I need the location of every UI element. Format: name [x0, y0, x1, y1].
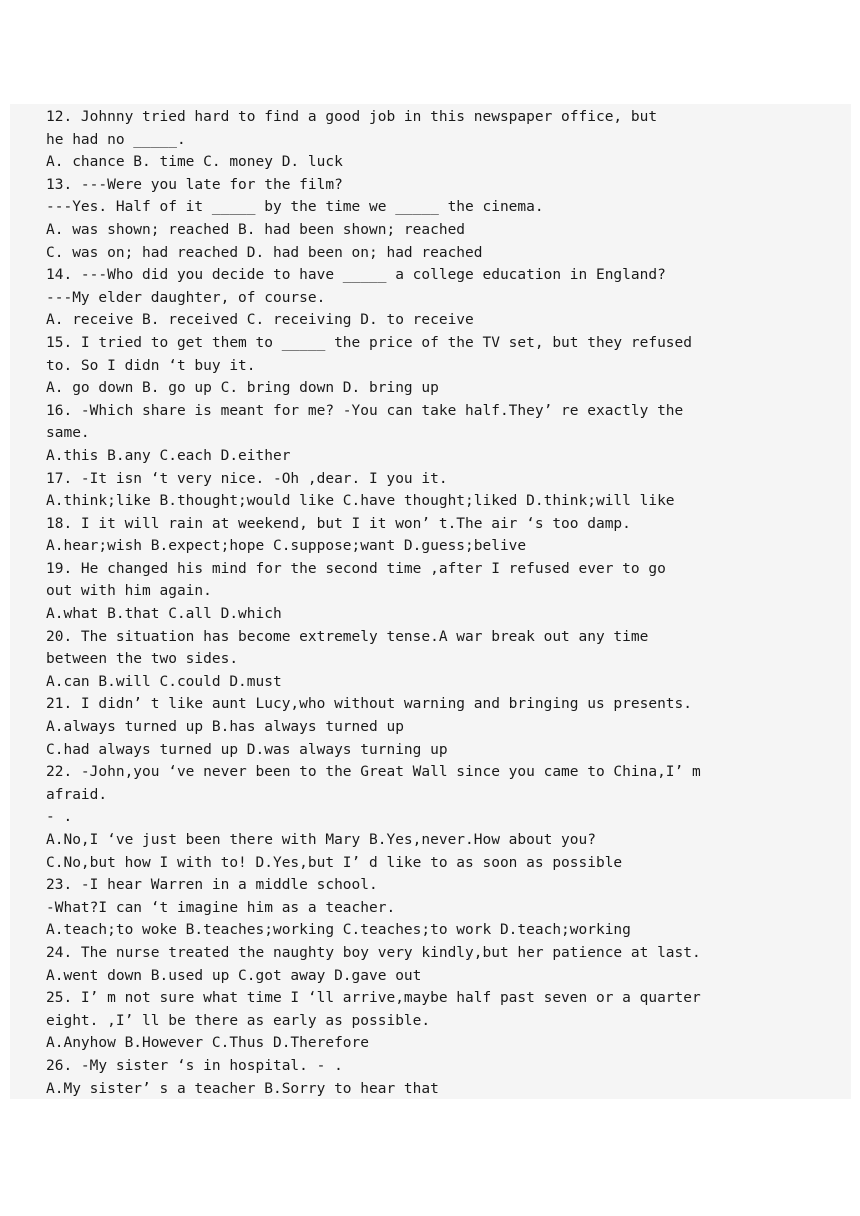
question-24-options: A.went down B.used up C.got away D.gave out [46, 967, 422, 984]
question-13-stem-cont: ---Yes. Half of it _____ by the time we _____ the cinema. [46, 199, 544, 216]
question-25-options: A.Anyhow B.However C.Thus D.Therefore [46, 1035, 370, 1052]
question-14-stem-cont: ---My elder daughter, of course. [46, 289, 326, 306]
question-15-stem-cont: to. So I didn ‘t buy it. [46, 357, 256, 374]
question-23-stem: 23. -I hear Warren in a middle school. [46, 877, 378, 894]
question-12-options: A. chance B. time C. money D. luck [46, 154, 343, 171]
question-20-options: A.can B.will C.could D.must [46, 673, 282, 690]
question-25-stem: 25. I’ m not sure what time I ‘ll arrive,maybe half past seven or a quarter [46, 990, 701, 1007]
question-17-options: A.think;like B.thought;would like C.have thought;liked D.think;will like [46, 493, 675, 510]
question-20-stem: 20. The situation has become extremely tense.A war break out any time [46, 628, 649, 645]
question-24-stem: 24. The nurse treated the naughty boy very kindly,but her patience at last. [46, 944, 701, 961]
question-18-stem: 18. I it will rain at weekend, but I it won’ t.The air ‘s too damp. [46, 515, 631, 532]
question-22-stem-cont: afraid. [46, 786, 108, 803]
question-14-options: A. receive B. received C. receiving D. to receive [46, 312, 474, 329]
question-23-options: A.teach;to woke B.teaches;working C.teaches;to work D.teach;working [46, 922, 631, 939]
question-16-stem: 16. -Which share is meant for me? -You can take half.They’ re exactly the [46, 402, 684, 419]
question-14-stem: 14. ---Who did you decide to have _____ a college education in England? [46, 267, 666, 284]
question-26-stem: 26. -My sister ‘s in hospital. - . [46, 1057, 343, 1074]
question-16-options: A.this B.any C.each D.either [46, 447, 291, 464]
question-21-options: A.always turned up B.has always turned up [46, 719, 404, 736]
question-22-options-cont: C.No,but how I with to! D.Yes,but I’ d like to as soon as possible [46, 854, 623, 871]
question-22-stem: 22. -John,you ‘ve never been to the Great Wall since you came to China,I’ m [46, 764, 701, 781]
question-13-options-cont: C. was on; had reached D. had been on; had reached [46, 244, 483, 261]
question-16-stem-cont: same. [46, 425, 90, 442]
question-18-options: A.hear;wish B.expect;hope C.suppose;want D.guess;belive [46, 538, 527, 555]
question-21-stem: 21. I didn’ t like aunt Lucy,who without warning and bringing us presents. [46, 696, 693, 713]
question-12-stem: 12. Johnny tried hard to find a good job in this newspaper office, but [46, 109, 658, 125]
document-body [46, 106, 701, 1100]
question-21-options-cont: C.had always turned up D.was always turning up [46, 741, 448, 758]
question-19-stem-cont: out with him again. [46, 583, 212, 600]
question-22-options: A.No,I ‘ve just been there with Mary B.Yes,never.How about you? [46, 832, 596, 848]
question-17-stem: 17. -It isn ‘t very nice. -Oh ,dear. I you it. [46, 470, 448, 487]
question-13-stem: 13. ---Were you late for the film? [46, 176, 343, 193]
question-19-stem: 19. He changed his mind for the second time ,after I refused ever to go [46, 560, 666, 577]
question-19-options: A.what B.that C.all D.which [46, 606, 282, 623]
question-15-stem: 15. I tried to get them to _____ the price of the TV set, but they refused [46, 334, 693, 351]
question-23-response: -What?I can ‘t imagine him as a teacher. [46, 899, 396, 916]
question-20-stem-cont: between the two sides. [46, 651, 239, 668]
question-12-stem-cont: he had no _____. [46, 131, 186, 148]
question-15-options: A. go down B. go up C. bring down D. bring up [46, 380, 439, 397]
question-13-options: A. was shown; reached B. had been shown; reached [46, 221, 466, 238]
question-22-response: - . [46, 809, 73, 826]
question-25-stem-cont: eight. ,I’ ll be there as early as possible. [46, 1012, 431, 1029]
question-26-options: A.My sister’ s a teacher B.Sorry to hear that [46, 1080, 439, 1097]
